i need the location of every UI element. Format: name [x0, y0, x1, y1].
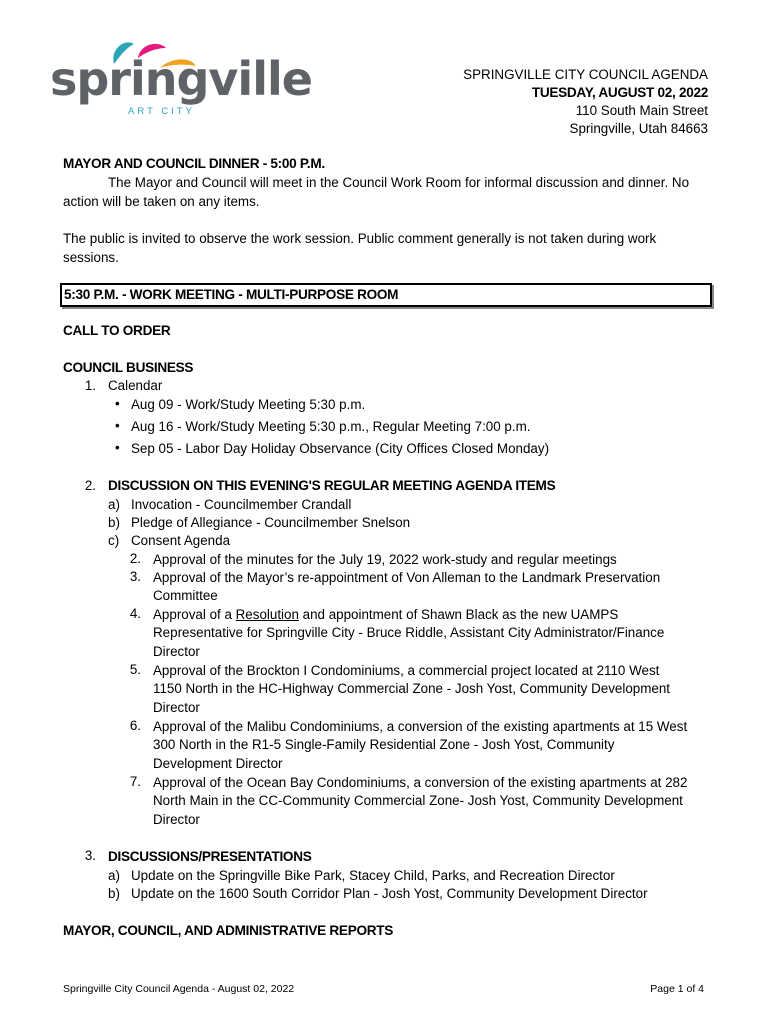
consent-number: 4. [129, 606, 141, 621]
header-address: 110 South Main Street [575, 103, 708, 118]
sub-label: b) [108, 515, 120, 530]
consent-item: Approval of the Malibu Condominiums, a conversion of the existing apartments at 15 West [153, 719, 688, 734]
call-to-order-heading: CALL TO ORDER [63, 323, 171, 338]
consent-item [153, 606, 618, 625]
page-number: Page 1 of 4 [650, 983, 704, 995]
consent-item: Approval of the Ocean Bay Condominiums, a conversion of the existing apartments at 282 [153, 775, 688, 790]
consent-text: and appointment of Shawn Black as the new UAMPS [298, 607, 619, 622]
consent-item-cont: 1150 North in the HC-Highway Commercial Zone - Josh Yost, Community Development [153, 681, 670, 696]
item-discussion-heading: DISCUSSION ON THIS EVENING'S REGULAR MEETING AGENDA ITEMS [108, 478, 556, 493]
resolution-link[interactable]: Resolution [235, 607, 299, 622]
item-number: 2. [84, 478, 96, 493]
calendar-entry: Sep 05 - Labor Day Holiday Observance (City Offices Closed Monday) [131, 441, 550, 456]
sub-item-consent: Consent Agenda [131, 533, 231, 548]
consent-number: 5. [129, 662, 141, 677]
item-number: 1. [84, 378, 96, 393]
presentation-item: Update on the Springville Bike Park, Stacey Child, Parks, and Recreation Director [131, 868, 615, 883]
consent-item-cont: Committee [153, 588, 218, 603]
consent-number: 2. [129, 551, 141, 566]
consent-item-cont: Director [153, 700, 200, 715]
bullet-icon: • [115, 440, 120, 455]
sub-item-invocation: Invocation - Councilmember Crandall [131, 497, 352, 512]
header-date: TUESDAY, AUGUST 02, 2022 [531, 85, 708, 100]
header-city: Springville, Utah 84663 [569, 121, 708, 136]
dinner-heading: MAYOR AND COUNCIL DINNER - 5:00 P.M. [63, 156, 325, 171]
consent-text: Approval of a [153, 607, 236, 622]
reports-heading: MAYOR, COUNCIL, AND ADMINISTRATIVE REPORTS [63, 923, 394, 938]
dinner-text-line: action will be taken on any items. [63, 193, 260, 209]
logo-tagline: ART CITY [128, 106, 195, 117]
consent-item: Approval of the Brockton I Condominiums, a commercial project located at 2110 West [153, 663, 660, 678]
item-presentations-heading: DISCUSSIONS/PRESENTATIONS [108, 849, 312, 864]
consent-item-cont: North Main in the CC-Community Commercial Zone- Josh Yost, Community Development [153, 793, 683, 808]
sub-label: a) [108, 868, 120, 883]
consent-item-cont: Representative for Springville City - Bruce Riddle, Assistant City Administrator/Finance [153, 625, 665, 640]
public-text-line: sessions. [63, 249, 119, 265]
work-meeting-banner: 5:30 P.M. - WORK MEETING - MULTI-PURPOSE ROOM [60, 283, 712, 307]
sub-label: a) [108, 497, 120, 512]
dinner-text-line: The Mayor and Council will meet in the Council Work Room for informal discussion and dinner. No [108, 175, 690, 190]
presentation-item: Update on the 1600 South Corridor Plan - Josh Yost, Community Development Director [131, 886, 648, 901]
item-number: 3. [84, 848, 96, 863]
consent-item-cont: Director [153, 812, 200, 827]
consent-item-cont: Development Director [153, 756, 283, 771]
consent-number: 6. [129, 718, 141, 733]
consent-number: 7. [129, 774, 141, 789]
consent-item-cont: Director [153, 644, 200, 659]
footer-left: Springville City Council Agenda - August 02, 2022 [63, 983, 295, 995]
sub-label: c) [108, 533, 120, 548]
bullet-icon: • [115, 396, 120, 411]
bullet-icon: • [115, 418, 120, 433]
consent-item: Approval of the minutes for the July 19, 2022 work-study and regular meetings [153, 552, 617, 567]
sub-label: b) [108, 886, 120, 901]
calendar-entry: Aug 16 - Work/Study Meeting 5:30 p.m., Regular Meeting 7:00 p.m. [131, 419, 531, 434]
consent-item: Approval of the Mayor’s re-appointment of Von Alleman to the Landmark Preservation [153, 570, 661, 585]
sub-item-pledge: Pledge of Allegiance - Councilmember Snelson [131, 515, 411, 530]
logo-wordmark: springville [50, 52, 312, 106]
consent-item-cont: 300 North in the R1-5 Single-Family Residential Zone - Josh Yost, Community [153, 737, 615, 752]
consent-number: 3. [129, 569, 141, 584]
item-calendar: Calendar [108, 378, 163, 393]
council-business-heading: COUNCIL BUSINESS [63, 360, 194, 375]
header-title: SPRINGVILLE CITY COUNCIL AGENDA [463, 67, 708, 82]
public-text-line: The public is invited to observe the work session. Public comment generally is not taken during work [63, 231, 657, 246]
calendar-entry: Aug 09 - Work/Study Meeting 5:30 p.m. [131, 397, 366, 412]
